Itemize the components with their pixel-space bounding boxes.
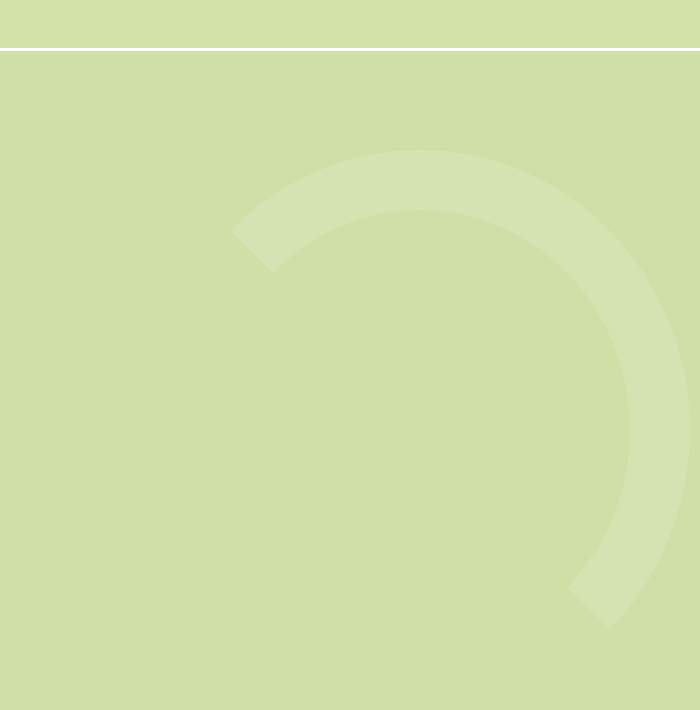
weekly-sales-header	[104, 0, 245, 48]
total-sales-header	[245, 0, 398, 48]
table-header	[0, 0, 700, 51]
logo-watermark	[150, 150, 690, 710]
